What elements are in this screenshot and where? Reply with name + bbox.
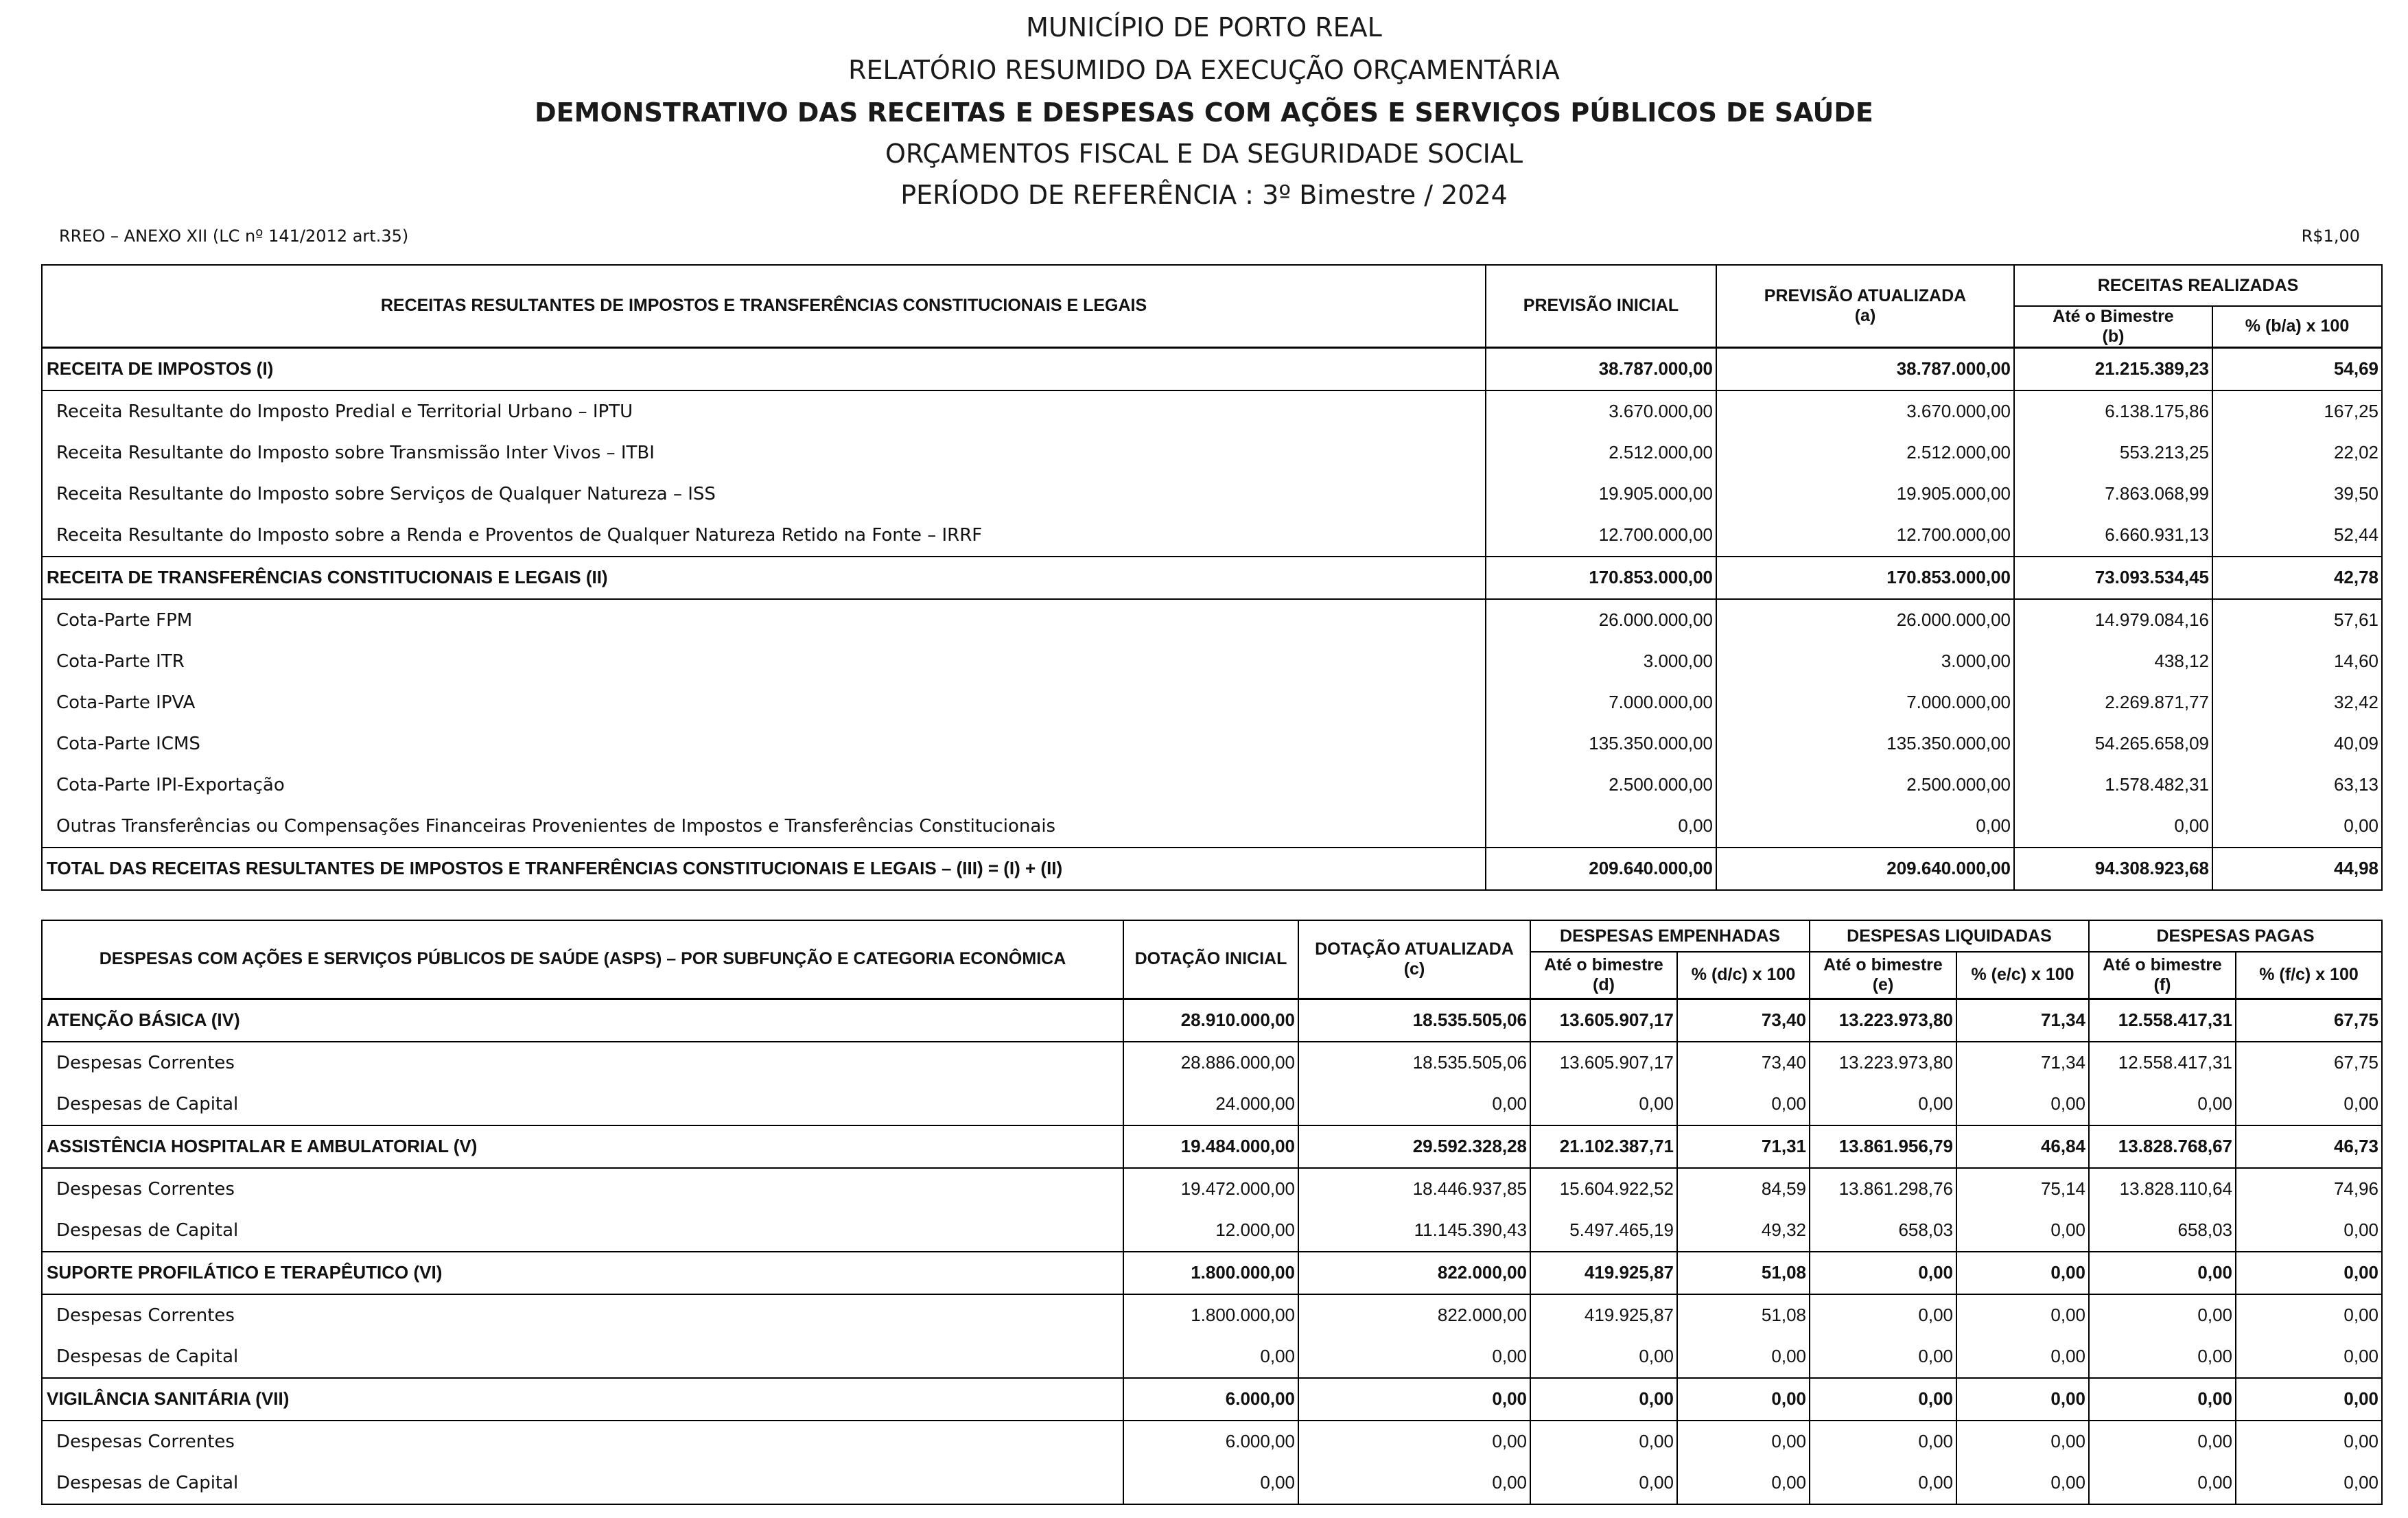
cell-value: 0,00 — [2089, 1378, 2236, 1421]
cell-value: 13.223.973,80 — [1810, 999, 1956, 1042]
initial-allocation-header: DOTAÇÃO INICIAL — [1123, 920, 1298, 999]
cell-value: 42,78 — [2212, 557, 2382, 599]
committed-until-bimester-header: Até o bimestre (d) — [1530, 952, 1677, 999]
row-label: Receita Resultante do Imposto Predial e Territorial Urbano – IPTU — [42, 390, 1486, 432]
table-row — [42, 1378, 2382, 1421]
cell-value: 2.500.000,00 — [1486, 764, 1716, 806]
cell-value: 52,44 — [2212, 515, 2382, 557]
cell-value: 12.558.417,31 — [2089, 999, 2236, 1042]
cell-value: 22,02 — [2212, 432, 2382, 474]
cell-value: 0,00 — [1298, 1462, 1530, 1504]
cell-value: 3.000,00 — [1716, 641, 2014, 682]
row-label: Despesas Correntes — [42, 1421, 1123, 1462]
updated-forecast-header: PREVISÃO ATUALIZADA (a) — [1716, 265, 2014, 347]
row-label: VIGILÂNCIA SANITÁRIA (VII) — [42, 1378, 1123, 1421]
table-row — [42, 723, 2382, 764]
cell-value: 71,31 — [1677, 1125, 1810, 1168]
cell-value: 419.925,87 — [1530, 1252, 1677, 1294]
cell-value: 209.640.000,00 — [1486, 848, 1716, 890]
cell-value: 7.000.000,00 — [1716, 682, 2014, 723]
row-label: Despesas Correntes — [42, 1168, 1123, 1210]
cell-value: 0,00 — [1956, 1462, 2089, 1504]
cell-value: 0,00 — [2089, 1294, 2236, 1336]
row-label: Despesas de Capital — [42, 1084, 1123, 1125]
table-row — [42, 999, 2382, 1042]
cell-value: 2.269.871,77 — [2014, 682, 2212, 723]
cell-value: 6.000,00 — [1123, 1421, 1298, 1462]
cell-value: 39,50 — [2212, 474, 2382, 515]
cell-value: 0,00 — [1716, 806, 2014, 848]
cell-value: 0,00 — [2212, 806, 2382, 848]
percent-dc-header: % (d/c) x 100 — [1677, 952, 1810, 999]
table-row — [42, 1168, 2382, 1210]
cell-value: 51,08 — [1677, 1252, 1810, 1294]
table-row — [42, 1421, 2382, 1462]
table-row — [42, 1336, 2382, 1378]
cell-value: 658,03 — [1810, 1210, 1956, 1252]
cell-value: 0,00 — [2236, 1294, 2382, 1336]
cell-value: 19.484.000,00 — [1123, 1125, 1298, 1168]
cell-value: 29.592.328,28 — [1298, 1125, 1530, 1168]
cell-value: 0,00 — [1810, 1294, 1956, 1336]
cell-value: 3.000,00 — [1486, 641, 1716, 682]
initial-forecast-header: PREVISÃO INICIAL — [1486, 265, 1716, 347]
cell-value: 0,00 — [1956, 1294, 2089, 1336]
cell-value: 1.800.000,00 — [1123, 1252, 1298, 1294]
table-row — [42, 1252, 2382, 1294]
table-row — [42, 806, 2382, 848]
cell-value: 0,00 — [1810, 1084, 1956, 1125]
realized-revenue-header: RECEITAS REALIZADAS — [2014, 265, 2382, 306]
cell-value: 0,00 — [2014, 806, 2212, 848]
cell-value: 0,00 — [1530, 1084, 1677, 1125]
cell-value: 2.500.000,00 — [1716, 764, 2014, 806]
cell-value: 0,00 — [2236, 1378, 2382, 1421]
reference-period: PERÍODO DE REFERÊNCIA : 3º Bimestre / 2024 — [900, 180, 1508, 210]
cell-value: 54.265.658,09 — [2014, 723, 2212, 764]
revenue-table — [41, 264, 2383, 891]
cell-value: 38.787.000,00 — [1716, 347, 2014, 390]
cell-value: 0,00 — [2236, 1252, 2382, 1294]
cell-value: 24.000,00 — [1123, 1084, 1298, 1125]
table-row — [42, 1042, 2382, 1084]
cell-value: 38.787.000,00 — [1486, 347, 1716, 390]
cell-value: 13.861.956,79 — [1810, 1125, 1956, 1168]
cell-value: 6.138.175,86 — [2014, 390, 2212, 432]
cell-value: 0,00 — [1123, 1336, 1298, 1378]
updated-allocation-header: DOTAÇÃO ATUALIZADA (c) — [1298, 920, 1530, 999]
cell-value: 0,00 — [1677, 1378, 1810, 1421]
row-label: SUPORTE PROFILÁTICO E TERAPÊUTICO (VI) — [42, 1252, 1123, 1294]
percent-ec-header: % (e/c) x 100 — [1956, 952, 2089, 999]
cell-value: 0,00 — [2089, 1421, 2236, 1462]
row-label: Despesas Correntes — [42, 1042, 1123, 1084]
cell-value: 0,00 — [1677, 1462, 1810, 1504]
cell-value: 135.350.000,00 — [1486, 723, 1716, 764]
cell-value: 0,00 — [1810, 1252, 1956, 1294]
cell-value: 28.910.000,00 — [1123, 999, 1298, 1042]
cell-value: 0,00 — [1298, 1084, 1530, 1125]
cell-value: 0,00 — [1298, 1421, 1530, 1462]
row-label: ATENÇÃO BÁSICA (IV) — [42, 999, 1123, 1042]
cell-value: 7.863.068,99 — [2014, 474, 2212, 515]
table-row — [42, 1294, 2382, 1336]
cell-value: 18.446.937,85 — [1298, 1168, 1530, 1210]
cell-value: 0,00 — [1530, 1378, 1677, 1421]
cell-value: 44,98 — [2212, 848, 2382, 890]
table-row — [42, 764, 2382, 806]
cell-value: 71,34 — [1956, 1042, 2089, 1084]
cell-value: 0,00 — [1530, 1336, 1677, 1378]
cell-value: 0,00 — [1298, 1336, 1530, 1378]
row-label: Despesas Correntes — [42, 1294, 1123, 1336]
cell-value: 73,40 — [1677, 1042, 1810, 1084]
row-label: Cota-Parte ITR — [42, 641, 1486, 682]
cell-value: 0,00 — [1956, 1252, 2089, 1294]
cell-value: 67,75 — [2236, 999, 2382, 1042]
table-row — [42, 557, 2382, 599]
table-row — [42, 390, 2382, 432]
table-row — [42, 515, 2382, 557]
cell-value: 0,00 — [1956, 1421, 2089, 1462]
table-row — [42, 432, 2382, 474]
cell-value: 94.308.923,68 — [2014, 848, 2212, 890]
cell-value: 822.000,00 — [1298, 1294, 1530, 1336]
cell-value: 7.000.000,00 — [1486, 682, 1716, 723]
cell-value: 0,00 — [1677, 1336, 1810, 1378]
table-row — [42, 599, 2382, 641]
cell-value: 26.000.000,00 — [1486, 599, 1716, 641]
cell-value: 0,00 — [2236, 1421, 2382, 1462]
cell-value: 13.828.768,67 — [2089, 1125, 2236, 1168]
cell-value: 0,00 — [2236, 1210, 2382, 1252]
row-label: Cota-Parte IPI-Exportação — [42, 764, 1486, 806]
table-row — [42, 347, 2382, 390]
cell-value: 553.213,25 — [2014, 432, 2212, 474]
percent-ba-header: % (b/a) x 100 — [2212, 306, 2382, 347]
row-label: Receita Resultante do Imposto sobre Transmissão Inter Vivos – ITBI — [42, 432, 1486, 474]
cell-value: 438,12 — [2014, 641, 2212, 682]
percent-fc-header: % (f/c) x 100 — [2236, 952, 2382, 999]
cell-value: 15.604.922,52 — [1530, 1168, 1677, 1210]
cell-value: 6.660.931,13 — [2014, 515, 2212, 557]
cell-value: 170.853.000,00 — [1716, 557, 2014, 599]
cell-value: 0,00 — [2236, 1336, 2382, 1378]
cell-value: 3.670.000,00 — [1486, 390, 1716, 432]
cell-value: 0,00 — [2089, 1084, 2236, 1125]
cell-value: 2.512.000,00 — [1486, 432, 1716, 474]
cell-value: 0,00 — [1677, 1421, 1810, 1462]
cell-value: 0,00 — [1956, 1084, 2089, 1125]
cell-value: 12.700.000,00 — [1486, 515, 1716, 557]
expense-table — [41, 920, 2383, 1505]
cell-value: 5.497.465,19 — [1530, 1210, 1677, 1252]
table-row — [42, 1210, 2382, 1252]
cell-value: 63,13 — [2212, 764, 2382, 806]
cell-value: 0,00 — [1956, 1210, 2089, 1252]
cell-value: 46,84 — [1956, 1125, 2089, 1168]
cell-value: 67,75 — [2236, 1042, 2382, 1084]
row-label: Despesas de Capital — [42, 1462, 1123, 1504]
cell-value: 73,40 — [1677, 999, 1810, 1042]
paid-expenses-header: DESPESAS PAGAS — [2089, 920, 2382, 952]
until-bimester-header: Até o Bimestre (b) — [2014, 306, 2212, 347]
row-label: Receita Resultante do Imposto sobre Serviços de Qualquer Natureza – ISS — [42, 474, 1486, 515]
cell-value: 0,00 — [1123, 1462, 1298, 1504]
cell-value: 822.000,00 — [1298, 1252, 1530, 1294]
cell-value: 12.700.000,00 — [1716, 515, 2014, 557]
cell-value: 32,42 — [2212, 682, 2382, 723]
liquidated-expenses-header: DESPESAS LIQUIDADAS — [1810, 920, 2089, 952]
row-label: Despesas de Capital — [42, 1210, 1123, 1252]
cell-value: 19.905.000,00 — [1486, 474, 1716, 515]
cell-value: 75,14 — [1956, 1168, 2089, 1210]
cell-value: 26.000.000,00 — [1716, 599, 2014, 641]
cell-value: 13.605.907,17 — [1530, 1042, 1677, 1084]
cell-value: 40,09 — [2212, 723, 2382, 764]
cell-value: 19.472.000,00 — [1123, 1168, 1298, 1210]
cell-value: 13.223.973,80 — [1810, 1042, 1956, 1084]
cell-value: 54,69 — [2212, 347, 2382, 390]
cell-value: 13.861.298,76 — [1810, 1168, 1956, 1210]
row-label: Cota-Parte ICMS — [42, 723, 1486, 764]
cell-value: 13.605.907,17 — [1530, 999, 1677, 1042]
annex-label: RREO – ANEXO XII (LC nº 141/2012 art.35) — [59, 226, 409, 246]
cell-value: 19.905.000,00 — [1716, 474, 2014, 515]
row-label: Outras Transferências ou Compensações Financeiras Provenientes de Impostos e Transferências Constitucionais — [42, 806, 1486, 848]
cell-value: 14.979.084,16 — [2014, 599, 2212, 641]
cell-value: 18.535.505,06 — [1298, 999, 1530, 1042]
cell-value: 0,00 — [1298, 1378, 1530, 1421]
row-label: Cota-Parte IPVA — [42, 682, 1486, 723]
table-row — [42, 641, 2382, 682]
table-row — [42, 1462, 2382, 1504]
table-row — [42, 848, 2382, 890]
expense-desc-header: DESPESAS COM AÇÕES E SERVIÇOS PÚBLICOS DE SAÚDE (ASPS) – POR SUBFUNÇÃO E CATEGORIA ECONÔMICA — [42, 920, 1123, 999]
cell-value: 0,00 — [2236, 1462, 2382, 1504]
liquidated-until-bimester-header: Até o bimestre (e) — [1810, 952, 1956, 999]
cell-value: 135.350.000,00 — [1716, 723, 2014, 764]
cell-value: 0,00 — [2089, 1252, 2236, 1294]
cell-value: 0,00 — [1530, 1421, 1677, 1462]
cell-value: 0,00 — [1810, 1378, 1956, 1421]
cell-value: 209.640.000,00 — [1716, 848, 2014, 890]
committed-expenses-header: DESPESAS EMPENHADAS — [1530, 920, 1810, 952]
row-label: Receita Resultante do Imposto sobre a Renda e Proventos de Qualquer Natureza Retido na Fonte – IRRF — [42, 515, 1486, 557]
cell-value: 51,08 — [1677, 1294, 1810, 1336]
cell-value: 21.215.389,23 — [2014, 347, 2212, 390]
row-label: Despesas de Capital — [42, 1336, 1123, 1378]
cell-value: 14,60 — [2212, 641, 2382, 682]
cell-value: 21.102.387,71 — [1530, 1125, 1677, 1168]
cell-value: 167,25 — [2212, 390, 2382, 432]
cell-value: 3.670.000,00 — [1716, 390, 2014, 432]
table-row — [42, 1125, 2382, 1168]
cell-value: 13.828.110,64 — [2089, 1168, 2236, 1210]
cell-value: 0,00 — [1810, 1421, 1956, 1462]
table-row — [42, 1084, 2382, 1125]
row-label: Cota-Parte FPM — [42, 599, 1486, 641]
cell-value: 0,00 — [1956, 1378, 2089, 1421]
cell-value: 12.000,00 — [1123, 1210, 1298, 1252]
row-label: TOTAL DAS RECEITAS RESULTANTES DE IMPOSTOS E TRANFERÊNCIAS CONSTITUCIONAIS E LEGAIS – (III) = (I) + (II) — [42, 848, 1486, 890]
row-label: ASSISTÊNCIA HOSPITALAR E AMBULATORIAL (V) — [42, 1125, 1123, 1168]
table-row — [42, 682, 2382, 723]
cell-value: 658,03 — [2089, 1210, 2236, 1252]
cell-value: 0,00 — [1530, 1462, 1677, 1504]
municipality-title: MUNICÍPIO DE PORTO REAL — [1026, 12, 1382, 43]
cell-value: 12.558.417,31 — [2089, 1042, 2236, 1084]
currency-unit: R$1,00 — [2301, 226, 2360, 246]
cell-value: 71,34 — [1956, 999, 2089, 1042]
cell-value: 2.512.000,00 — [1716, 432, 2014, 474]
row-label: RECEITA DE TRANSFERÊNCIAS CONSTITUCIONAIS E LEGAIS (II) — [42, 557, 1486, 599]
statement-title: DEMONSTRATIVO DAS RECEITAS E DESPESAS COM AÇÕES E SERVIÇOS PÚBLICOS DE SAÚDE — [535, 97, 1873, 128]
cell-value: 170.853.000,00 — [1486, 557, 1716, 599]
cell-value: 49,32 — [1677, 1210, 1810, 1252]
cell-value: 46,73 — [2236, 1125, 2382, 1168]
cell-value: 0,00 — [1677, 1084, 1810, 1125]
cell-value: 57,61 — [2212, 599, 2382, 641]
cell-value: 1.800.000,00 — [1123, 1294, 1298, 1336]
row-label: RECEITA DE IMPOSTOS (I) — [42, 347, 1486, 390]
cell-value: 0,00 — [2089, 1336, 2236, 1378]
cell-value: 18.535.505,06 — [1298, 1042, 1530, 1084]
cell-value: 73.093.534,45 — [2014, 557, 2212, 599]
table-row — [42, 474, 2382, 515]
cell-value: 0,00 — [1486, 806, 1716, 848]
cell-value: 28.886.000,00 — [1123, 1042, 1298, 1084]
cell-value: 6.000,00 — [1123, 1378, 1298, 1421]
cell-value: 419.925,87 — [1530, 1294, 1677, 1336]
paid-until-bimester-header: Até o bimestre (f) — [2089, 952, 2236, 999]
cell-value: 11.145.390,43 — [1298, 1210, 1530, 1252]
cell-value: 0,00 — [1956, 1336, 2089, 1378]
cell-value: 74,96 — [2236, 1168, 2382, 1210]
cell-value: 0,00 — [1810, 1462, 1956, 1504]
report-title: RELATÓRIO RESUMIDO DA EXECUÇÃO ORÇAMENTÁRIA — [848, 55, 1560, 85]
cell-value: 0,00 — [2089, 1462, 2236, 1504]
revenue-desc-header: RECEITAS RESULTANTES DE IMPOSTOS E TRANSFERÊNCIAS CONSTITUCIONAIS E LEGAIS — [42, 265, 1486, 347]
budget-subtitle: ORÇAMENTOS FISCAL E DA SEGURIDADE SOCIAL — [885, 139, 1523, 169]
cell-value: 1.578.482,31 — [2014, 764, 2212, 806]
cell-value: 0,00 — [1810, 1336, 1956, 1378]
cell-value: 84,59 — [1677, 1168, 1810, 1210]
cell-value: 0,00 — [2236, 1084, 2382, 1125]
